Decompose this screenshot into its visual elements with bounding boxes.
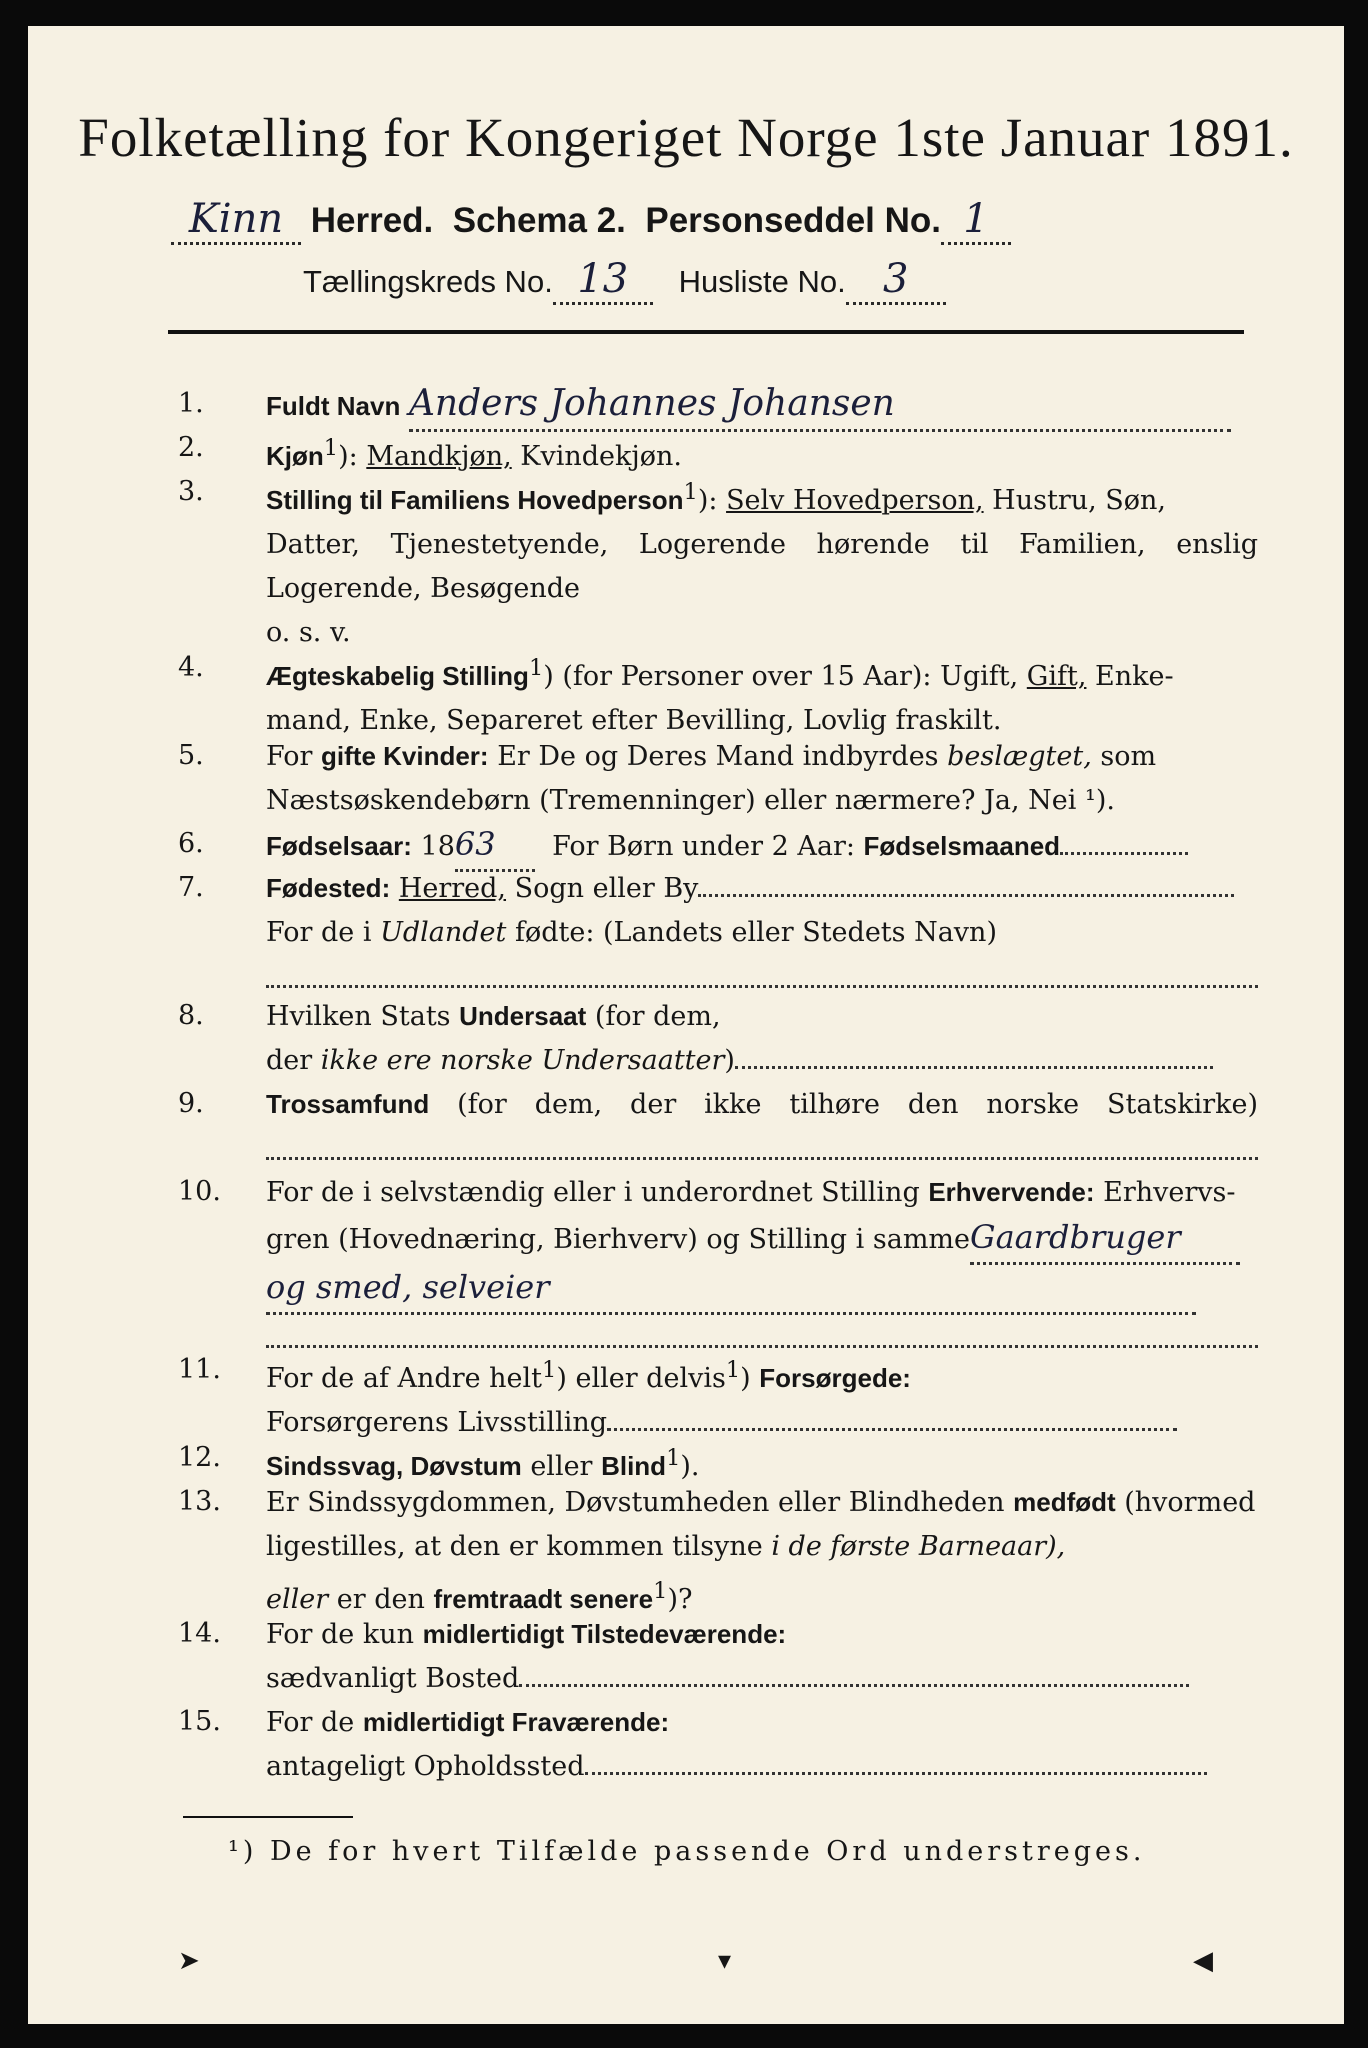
corner-mark-right: ◀ xyxy=(1193,1946,1213,1976)
kreds-value: 13 xyxy=(577,256,629,302)
occupation-value-1: Gaardbruger xyxy=(970,1218,1181,1256)
header-line-1 xyxy=(171,196,1241,245)
husliste-label: Husliste No. xyxy=(678,264,846,299)
personseddel-label: Personseddel No. xyxy=(645,201,941,240)
birth-year-value: 63 xyxy=(454,825,496,863)
schema-label: Schema 2. xyxy=(452,201,626,240)
corner-mark-center: ▾ xyxy=(718,1946,732,1976)
footnote: ¹) De for hvert Tilfælde passende Ord understreges. xyxy=(228,1836,1146,1867)
kreds-label: Tællingskreds No. xyxy=(303,264,553,299)
corner-mark-left: ➤ xyxy=(178,1946,200,1976)
form-title: Folketælling for Kongeriget Norge 1ste Januar 1891. xyxy=(78,107,1294,168)
herred-value: Kinn xyxy=(188,196,284,242)
husliste-value: 3 xyxy=(883,256,909,302)
full-name-value: Anders Johannes Johansen xyxy=(408,383,895,424)
occupation-value-2: og smed, selveier xyxy=(266,1268,550,1306)
selected-birthplace: Herred, xyxy=(398,873,507,904)
herred-label: Herred. xyxy=(310,201,434,240)
selected-marital: Gift, xyxy=(1026,661,1087,692)
header-rule xyxy=(168,330,1244,334)
header-line-2 xyxy=(303,256,1368,305)
selected-position: Selv Hovedperson, xyxy=(726,485,984,516)
footnote-rule xyxy=(183,1816,353,1818)
personseddel-value: 1 xyxy=(963,196,989,242)
selected-sex: Mandkjøn, xyxy=(366,441,512,472)
census-form: Folketælling for Kongeriget Norge 1ste Januar 1891. Kinn Herred. Schema 2. Personseddel No. 1 Tællingskreds No. 13 Husliste No. 3 1. Fuldt Navn Anders Johannes Johansen 2. Kjøn$^1$): Mandkjøn, Kvindekjøn. 3. Stilling til Familiens Hovedperson$^1$): Selv Hovedperson, Hustru, Søn, Datter, Tjenestetyende, Logerende hørende til Familien, enslig Logerende, Besøgende o. s. v. 4. Ægteskabelig Stilling$^1$) (for Personer over 15 Aar): Ugift, Gift, Enke- mand, Enke, Separeret efter Bevilling, Lovlig fraskilt. 5. For gifte Kvinder: Er De og Deres Mand indbyrdes beslægtet, som Næstsøskendebørn (Tremenninger) eller nærmere? Ja, Nei ¹). 6. Fødselsaar: 1863 For Børn under 2 Aar: Fødselsmaaned 7. Fødested: Herred, Sogn eller By For de i Udlandet fødte: (Landets eller Stedets Navn) 8. Hvilken Stats Undersaat (for dem, der ikke ere norske Undersaatter) 9. Trossamfund (for dem, der ikke tilhøre den norske Statskirke) 10. For de i selvstændig eller i underordnet Stilling Erhvervende: Erhvervs- gren (Hovednæring, Bierhverv) og Stilling i sammeGaardbruger og smed, selveier 11. For de af Andre helt$^1$) eller delvis$^1$) Forsørgede: Forsørgerens Livsstilling 12. Sindssvag, Døvstum eller Blind$^1$). 13. Er Sindssygdommen, Døvstumheden eller Blindheden medfødt (hvormed ligestilles, at den er kommen tilsyne i de første Barneaar), eller er den fremtraadt senere$^1$)? 14. For de kun midlertidigt Tilstedeværende: sædvanligt Bosted 15. For de midlertidigt Fraværende: antageligt Opholdssted ¹) De for hvert Tilfælde passende Ord understreges. ➤ ▾ ◀ xyxy=(28,26,1344,2024)
